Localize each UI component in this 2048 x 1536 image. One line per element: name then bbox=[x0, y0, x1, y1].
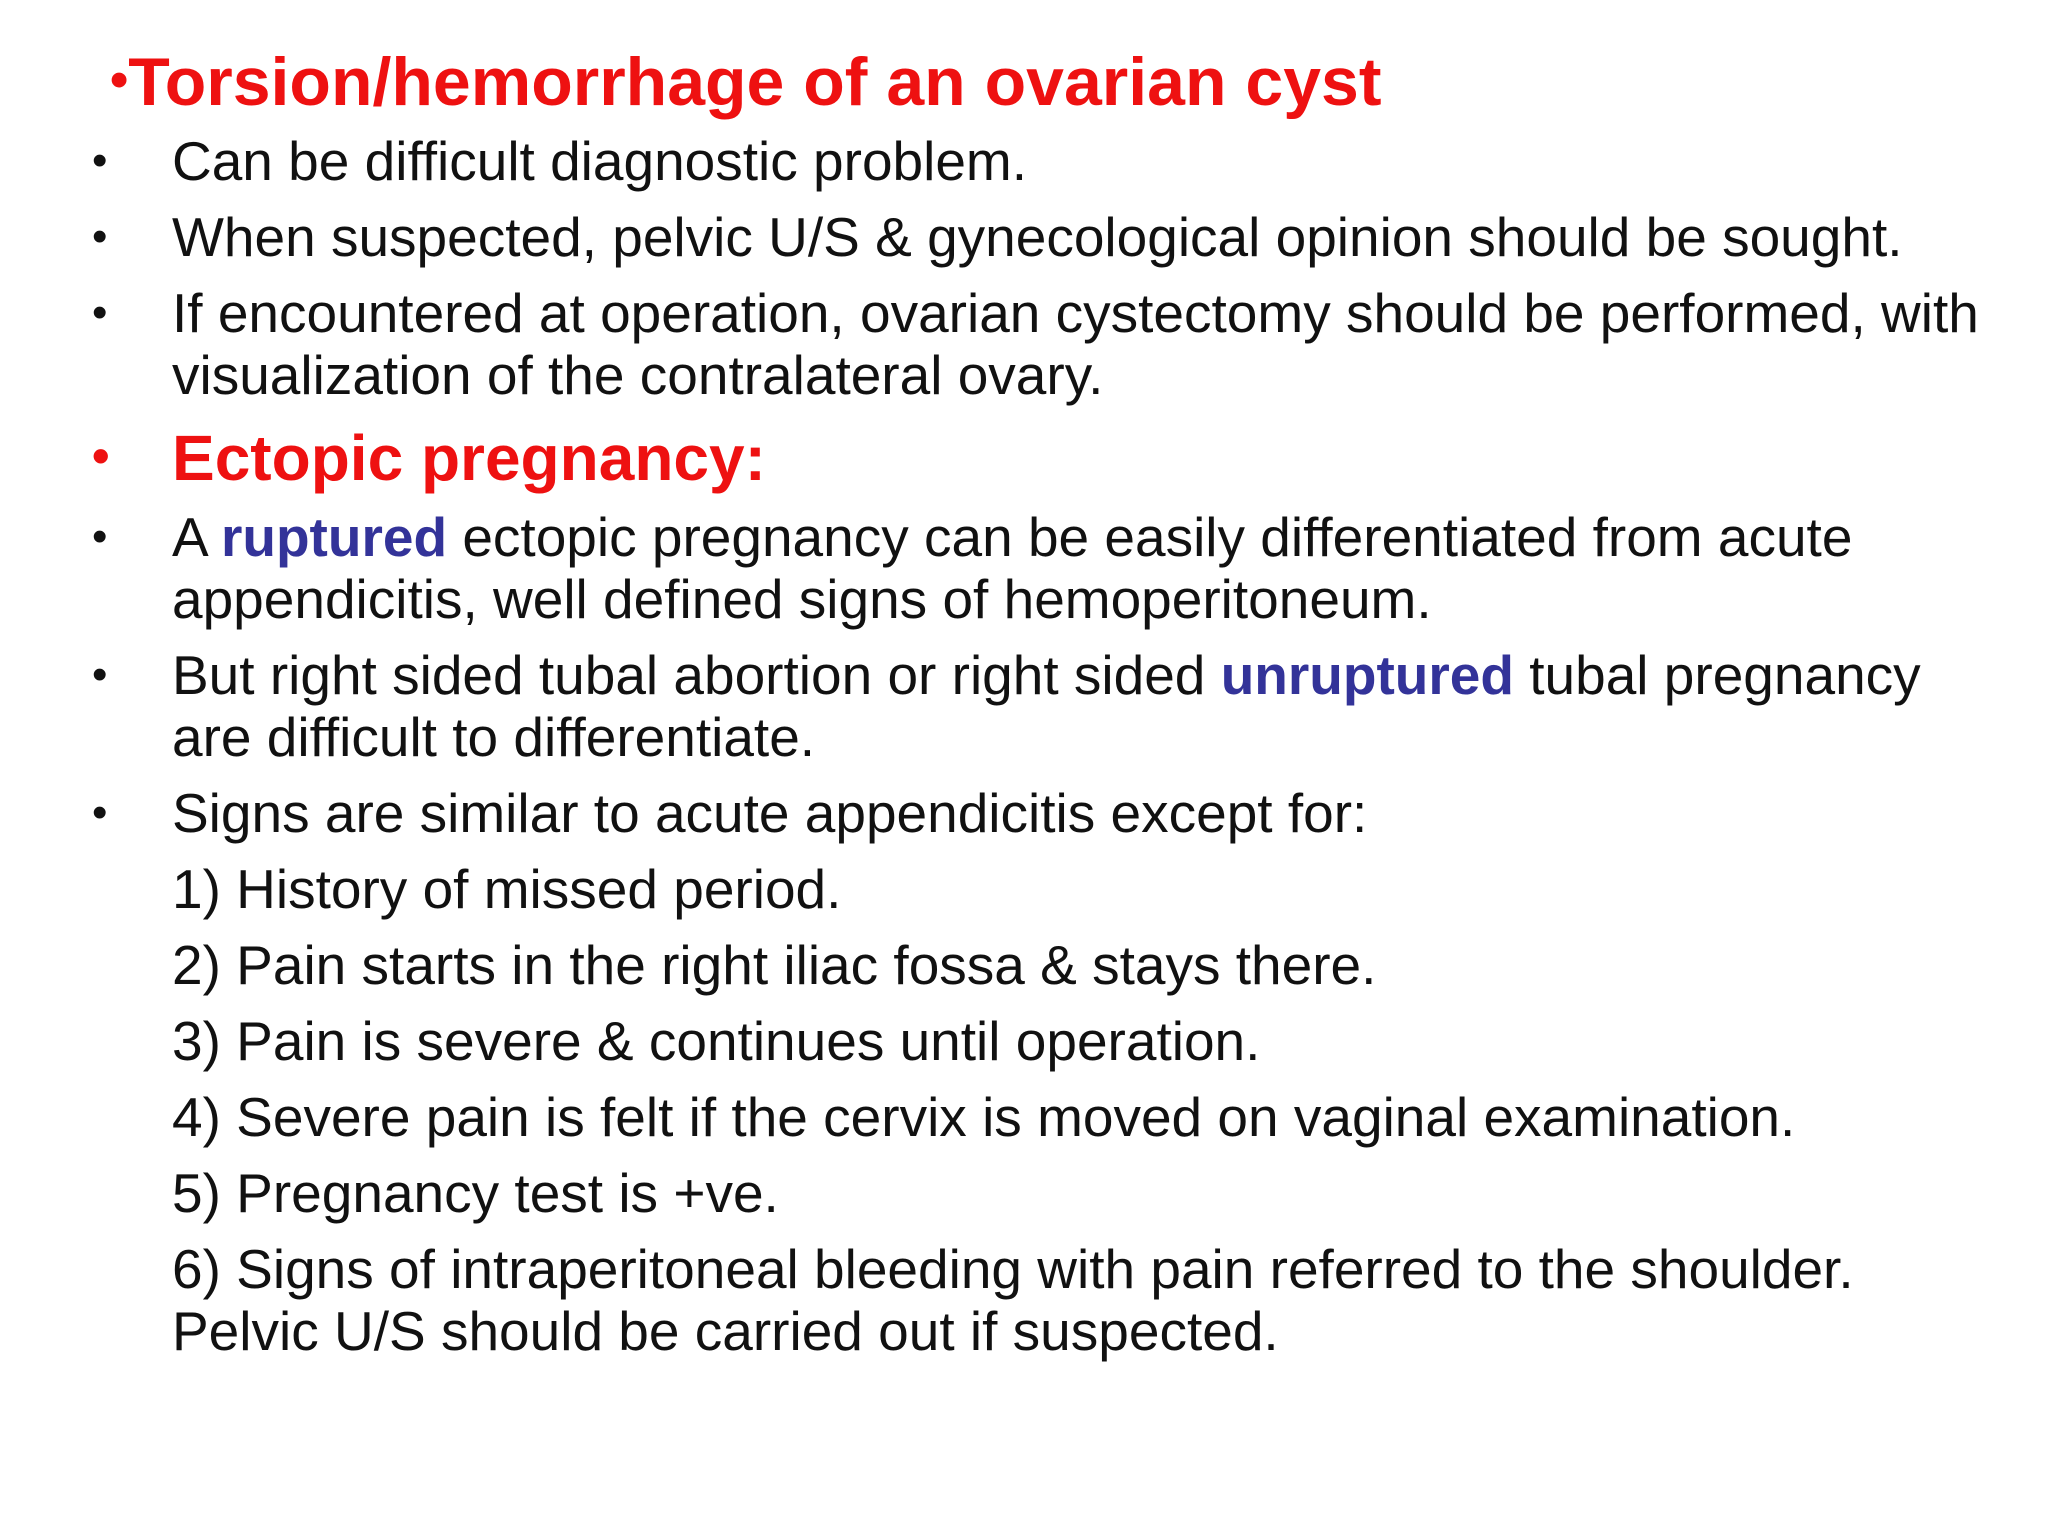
bullet-icon: • bbox=[92, 136, 108, 185]
bullet-icon: • bbox=[92, 512, 108, 561]
list-item bbox=[90, 282, 1990, 406]
list-item-text bbox=[172, 506, 1852, 630]
list-item-text: When suspected, pelvic U/S & gynecological opinion should be sought. bbox=[172, 206, 1903, 268]
bullet-icon: • bbox=[92, 212, 108, 261]
slide-heading bbox=[110, 40, 1381, 122]
section-heading bbox=[90, 420, 1990, 496]
numbered-item: 1) History of missed period. bbox=[172, 858, 842, 920]
bullet-icon: • bbox=[92, 428, 110, 484]
list-item bbox=[90, 644, 1990, 768]
list-item bbox=[90, 206, 1990, 268]
heading-bullet-icon: • bbox=[110, 51, 129, 109]
list-item bbox=[90, 130, 1990, 192]
numbered-item: 2) Pain starts in the right iliac fossa & stays there. bbox=[172, 934, 1377, 996]
numbered-item: 5) Pregnancy test is +ve. bbox=[172, 1162, 779, 1224]
bullet-icon: • bbox=[92, 650, 108, 699]
section-heading-text: Ectopic pregnancy: bbox=[172, 422, 766, 494]
highlight-unruptured: unruptured bbox=[1220, 644, 1514, 706]
list-item-text: If encountered at operation, ovarian cystectomy should be performed, with visualization of the contralateral ovary. bbox=[172, 282, 1979, 406]
text-run: A bbox=[172, 506, 221, 568]
bullet-list bbox=[90, 130, 1990, 1376]
heading-text: Torsion/hemorrhage of an ovarian cyst bbox=[128, 44, 1382, 120]
list-item-text bbox=[172, 644, 1921, 768]
numbered-item: 6) Signs of intraperitoneal bleeding with pain referred to the shoulder. Pelvic U/S should be carried out if suspected. bbox=[172, 1238, 1854, 1362]
list-item-text: Signs are similar to acute appendicitis except for: bbox=[172, 782, 1368, 844]
text-run: tubal pregnancy are difficult to differentiate. bbox=[172, 644, 1921, 768]
list-item bbox=[90, 506, 1990, 630]
bullet-icon: • bbox=[92, 788, 108, 837]
list-item-text: Can be difficult diagnostic problem. bbox=[172, 130, 1028, 192]
list-item bbox=[90, 782, 1990, 844]
bullet-icon: • bbox=[92, 288, 108, 337]
text-run: ectopic pregnancy can be easily differentiated from acute appendicitis, well defined signs of hemoperitoneum. bbox=[172, 506, 1853, 630]
numbered-item: 3) Pain is severe & continues until operation. bbox=[172, 1010, 1261, 1072]
highlight-ruptured: ruptured bbox=[220, 506, 448, 568]
numbered-item: 4) Severe pain is felt if the cervix is moved on vaginal examination. bbox=[172, 1086, 1796, 1148]
text-run: But right sided tubal abortion or right sided bbox=[172, 644, 1221, 706]
